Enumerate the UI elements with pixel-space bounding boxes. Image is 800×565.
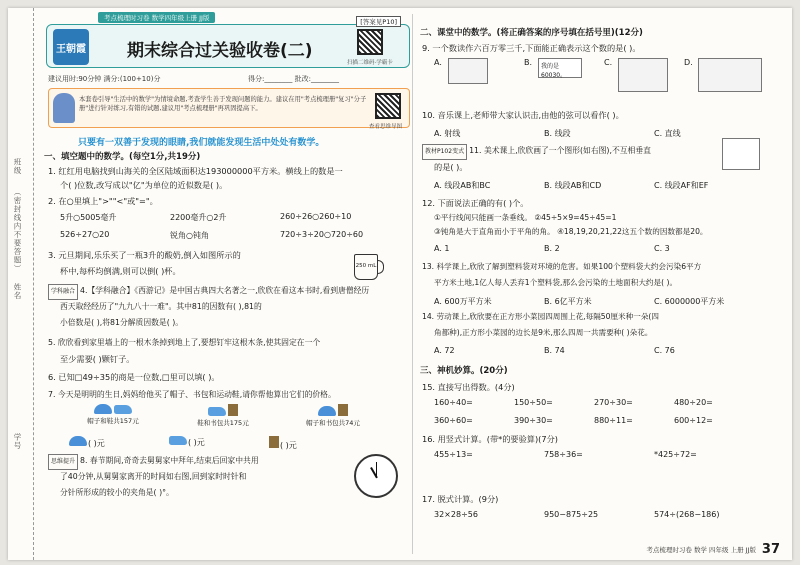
option-d[interactable]: D. (684, 58, 693, 67)
option-b[interactable]: B. 6亿平方米 (544, 297, 592, 306)
exam-meta (48, 74, 408, 84)
question-12: 12. 下面说法正确的有( )个。 (422, 198, 529, 208)
step-calc-item[interactable]: 950−875÷25 (544, 510, 599, 519)
hat-icon (318, 406, 336, 416)
calculator-icon (448, 58, 488, 84)
notice-box (48, 88, 410, 128)
page-number: 37 (761, 542, 780, 557)
question-8: 思维提升 8. 春节期间,奇奇去舅舅家中拜年,结束后回家中共用 (48, 454, 348, 470)
shop-caption: 鞋和书包共175元 (197, 419, 249, 427)
mental-math-item[interactable]: 150÷50= (514, 398, 553, 407)
comparison-item[interactable]: 720÷3÷20○720÷60 (280, 230, 364, 239)
step-calc-item[interactable]: 574÷(268−186) (654, 510, 720, 519)
comparison-item[interactable]: 526÷27○20 (60, 230, 110, 239)
qr-label: 扫描二维码·学霸卡 (347, 60, 393, 66)
shop-item-2 (178, 404, 268, 427)
gutter-label-number: 学号 (13, 433, 22, 450)
shop-caption: 帽子和书包共74元 (306, 419, 360, 427)
question-1-cont: 个( )位数,改写成以"亿"为单位的近似数是( )。 (60, 180, 228, 190)
question-2: 2. 在○里填上">""<"或"="。 (48, 196, 158, 206)
teacher-avatar-icon (53, 93, 75, 123)
option-b[interactable]: B. 线段AB和CD (544, 181, 602, 190)
option-a[interactable]: A. (434, 58, 442, 67)
option-c[interactable]: C. 6000000平方米 (654, 297, 725, 306)
right-page (416, 8, 786, 560)
question-8-cont: 了40分钟,从舅舅家离开的时间如右图,回到家时时针和 (60, 472, 247, 481)
clock-icon (354, 454, 398, 498)
option-a[interactable]: A. 1 (434, 244, 450, 253)
brand-logo: 王朝霞 (53, 29, 89, 65)
question-17: 17. 脱式计算。(9分) (422, 494, 499, 504)
answer-reference-tag: [答案见P10] (356, 16, 401, 27)
question-1: 1. 红红用电脑找到山海关的全区陆域面积达193000000平方米。横线上的数是一 (48, 166, 343, 176)
qr-code-icon[interactable] (375, 93, 401, 119)
abacus-icon (618, 58, 668, 92)
shop-item-3 (288, 404, 378, 427)
question-6: 6. 已知□49÷35的商是一位数,□里可以填( )。 (48, 372, 220, 382)
option-c[interactable]: C. 线段AF和EF (654, 181, 709, 190)
shoe-icon (169, 436, 187, 445)
q12-statements-1: ①平行线间只能画一条垂线。 ②45÷5×9=45÷45=1 (434, 213, 617, 222)
option-a[interactable]: A. 600万平方米 (434, 297, 492, 306)
cup-icon: 250 mL (354, 254, 378, 280)
page-divider (412, 14, 413, 554)
question-4-cont: 西天取经经历了"九九八十一难"。其中81的因数有( ),81的 (60, 302, 262, 311)
question-5: 5. 欣欣看到家里墙上的一根木条掉到地上了,要想钉牢这根木条,使其固定在一个 (48, 338, 321, 347)
notice-qr-label: 查看思维导图 (369, 124, 403, 130)
series-banner: 考点梳理时习卷 数学四年级上册 JJ版 (98, 12, 215, 23)
question-5-cont: 至少需要( )颗钉子。 (60, 354, 135, 364)
speech-bubble: 我的是60030。 (538, 58, 582, 78)
question-11-cont: 的是( )。 (434, 162, 468, 172)
mental-math-item[interactable]: 270÷30= (594, 398, 633, 407)
rectangle-figure-icon (722, 138, 760, 170)
comparison-item[interactable]: 2200毫升○2升 (170, 213, 227, 222)
option-a[interactable]: A. 72 (434, 346, 455, 355)
long-division-item[interactable]: *425÷72= (654, 450, 697, 459)
question-13: 13. 科学课上,欣欣了解到塑料袋对环境的危害。如果100个塑料袋大约会污染6平方 (422, 262, 702, 271)
gutter-note: （密封线内不要答题） (13, 188, 22, 273)
option-b[interactable]: B. 2 (544, 244, 560, 253)
comparison-item[interactable]: 锐角○钝角 (170, 231, 209, 240)
q12-statements-2: ③钝角是大于直角而小于平角的角。 ④18,19,20,21,22这五个数的因数都是20。 (434, 227, 708, 236)
question-16: 16. 用竖式计算。(带*的要验算)(7分) (422, 434, 558, 444)
shop-item-1 (68, 404, 158, 425)
option-a[interactable]: A. 线段AB和BC (434, 181, 491, 190)
mental-math-item[interactable]: 600÷12= (674, 416, 713, 425)
gutter-label-class: 班级 (13, 158, 22, 175)
mental-math-item[interactable]: 390÷30= (514, 416, 553, 425)
question-4-cont2: 小倍数是( ),将81分解质因数是( )。 (60, 318, 184, 327)
step-calc-item[interactable]: 32×28÷56 (434, 510, 478, 519)
question-3: 3. 元旦期间,乐乐买了一瓶3升的酸奶,倒入如图所示的 (48, 250, 241, 260)
hat-price-blank[interactable]: ( )元 (68, 436, 105, 449)
question-10: 10. 音乐课上,老师带大家认识击,由他的弦可以看作( )。 (422, 110, 624, 120)
question-3-cont: 杯中,每杯均倒满,则可以倒( )杯。 (60, 266, 181, 276)
hat-icon (69, 436, 87, 446)
question-4: 学科融合 4.【学科融合】《西游记》是中国古典四大名著之一,欣欣在看这本书时,看到唐僧经历 (48, 284, 410, 300)
qr-code-icon[interactable] (357, 29, 383, 55)
option-b[interactable]: B. 74 (544, 346, 565, 355)
option-c[interactable]: C. 直线 (654, 129, 681, 138)
option-c[interactable]: C. 3 (654, 244, 670, 253)
mental-math-item[interactable]: 480÷20= (674, 398, 713, 407)
shop-caption: 帽子和鞋共157元 (87, 417, 139, 425)
schoolbag-icon (269, 436, 279, 448)
section-2-heading: 二、课堂中的数学。(将正确答案的序号填在括号里)(12分) (420, 28, 643, 38)
gutter-label-name: 姓名 (13, 283, 22, 300)
time-and-score: 建议用时:90分钟 满分:(100+10)分 (48, 75, 161, 83)
left-page (38, 8, 410, 560)
q9-options (434, 58, 774, 102)
page-footer: 考点梳理时习卷 数学 四年级 上册 JJ版 (646, 546, 756, 554)
shoe-price-blank[interactable]: ( )元 (168, 436, 205, 448)
option-a[interactable]: A. 射线 (434, 129, 461, 138)
comparison-item[interactable]: 5升○5005毫升 (60, 213, 117, 222)
score-fields: 得分:________ 批改:________ (248, 75, 339, 83)
mental-math-item[interactable]: 880÷11= (594, 416, 633, 425)
option-c[interactable]: C. 76 (654, 346, 675, 355)
comparison-item[interactable]: 260÷26○260÷10 (280, 212, 352, 221)
question-13-cont: 平方米土地,1亿人每人丢弃1个塑料袋,那么会污染的土地面积大约是( )。 (434, 278, 678, 287)
long-division-item[interactable]: 758÷36= (544, 450, 583, 459)
question-tag: 思维提升 (48, 454, 78, 470)
question-15: 15. 直接写出得数。(4分) (422, 382, 515, 392)
exam-title: 期末综合过关验收卷(二) (127, 41, 313, 61)
notice-text: 本套卷引导"生活中的数学"为情境命题,考查学生善于发现问题的能力。建议在用"考点梳理册"复习"分子册"进行针对练习,有错的试题,建议用"考点梳理册"再巩固提高下。 (79, 96, 367, 112)
schoolbag-icon (228, 404, 238, 416)
shoe-icon (114, 405, 132, 414)
question-8-cont2: 分针所形成的较小的夹角是( )°。 (60, 488, 174, 497)
exam-spread (8, 8, 792, 560)
binding-gutter (8, 8, 34, 560)
slogan: 只要有一双善于发现的眼睛,我们就能发现生活中处处有数学。 (78, 138, 325, 148)
bag-price-blank[interactable]: ( )元 (268, 436, 297, 451)
question-tag: 学科融合 (48, 284, 78, 300)
option-c[interactable]: C. (604, 58, 613, 67)
question-14-cont: 角都种),正方形小菜园的边长是9米,那么四周一共需要种( )朵花。 (434, 328, 653, 337)
shoe-icon (208, 407, 226, 416)
section-1-heading: 一、填空题中的数学。(每空1分,共19分) (44, 152, 201, 162)
option-b[interactable]: B. 线段 (544, 129, 571, 138)
mental-math-item[interactable]: 360÷60= (434, 416, 473, 425)
hat-icon (94, 404, 112, 414)
section-3-heading: 三、神机妙算。(20分) (420, 366, 508, 376)
question-tag: 教材P102变式 (422, 144, 467, 160)
option-b[interactable]: B. (524, 58, 533, 67)
schoolbag-icon (338, 404, 348, 416)
question-11: 教材P102变式 11. 美术课上,欣欣画了一个图形(如右图),不互相垂直 (422, 144, 712, 160)
abacus-icon (698, 58, 762, 92)
question-7: 7. 今天是明明的生日,妈妈给他买了帽子、书包和运动鞋,请你帮他算出它们的价格。 (48, 390, 336, 399)
mental-math-item[interactable]: 160÷40= (434, 398, 473, 407)
question-14: 14. 劳动课上,欣欣要在正方形小菜园四周围上花,每隔50厘米种一朵(四 (422, 312, 659, 321)
question-9: 9. 一个数读作六百万零三千,下面能正确表示这个数的是( )。 (422, 43, 641, 53)
long-division-item[interactable]: 455÷13= (434, 450, 473, 459)
